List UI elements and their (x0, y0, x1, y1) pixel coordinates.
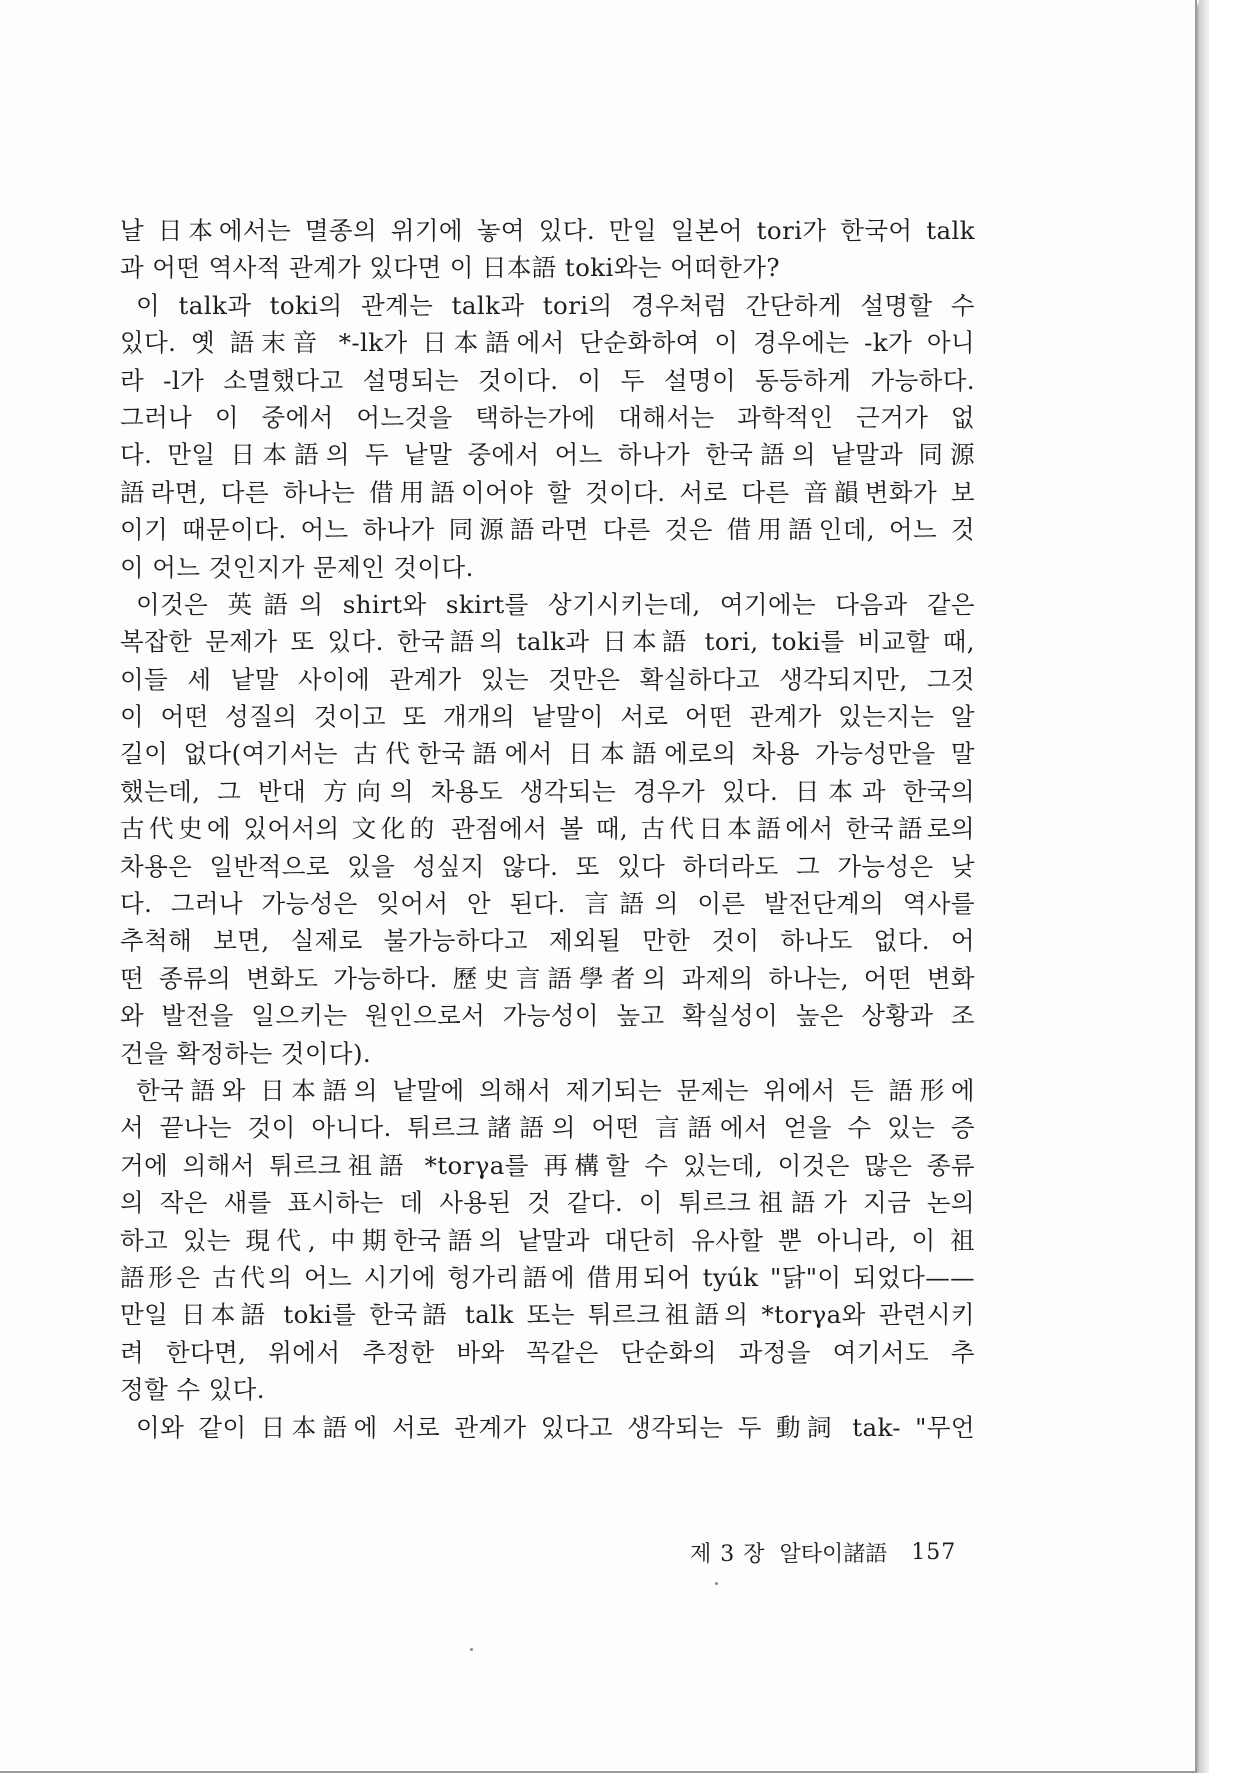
text-line: 와 발전을 일으키는 원인으로서 가능성이 높고 확실성이 높은 상황과 조 (120, 1001, 975, 1031)
text-line: 하고 있는 現代, 中期한국語의 낱말과 대단히 유사할 뿐 아니라, 이 祖 (120, 1225, 975, 1255)
text-line: 의 작은 새를 표시하는 데 사용된 것 같다. 이 튀르크祖語가 지금 논의 (120, 1188, 975, 1218)
text-line: 과 어떤 역사적 관계가 있다면 이 日本語 toki와는 어떠한가? (120, 253, 780, 283)
paragraph (120, 212, 975, 287)
text-line: 서 끝나는 것이 아니다. 튀르크諸語의 어떤 言語에서 얻을 수 있는 증 (120, 1113, 975, 1143)
scan-speck (470, 1648, 473, 1651)
text-line: 있다. 옛 語末音 *-lk가 日本語에서 단순화하여 이 경우에는 -k가 아니 (120, 328, 975, 358)
paragraph (120, 1072, 975, 1409)
text-line: 떤 종류의 변화도 가능하다. 歷史言語學者의 과제의 하나는, 어떤 변화 (120, 963, 975, 993)
text-line: 건을 확정하는 것이다). (120, 1038, 372, 1068)
text-line: 려 한다면, 위에서 추정한 바와 꼭같은 단순화의 과정을 여기서도 추 (120, 1337, 975, 1367)
text-line: 이 talk과 toki의 관계는 talk과 tori의 경우처럼 간단하게 설명할 수 (136, 290, 975, 320)
paragraph (120, 287, 975, 586)
text-line: 차용은 일반적으로 있을 성싶지 않다. 또 있다 하더라도 그 가능성은 낮 (120, 851, 975, 881)
body-text (120, 212, 975, 1446)
paragraph (120, 586, 975, 1072)
viewer-margin (1209, 0, 1245, 1773)
text-line: 한국語와 日本語의 낱말에 의해서 제기되는 문제는 위에서 든 語形에 (136, 1075, 975, 1105)
text-line: 만일 日本語 toki를 한국語 talk 또는 튀르크祖語의 *torγa와 관련시키 (120, 1300, 975, 1330)
text-line: 語形은 古代의 어느 시기에 헝가리語에 借用되어 tyúk "닭"이 되었다—— (120, 1262, 975, 1292)
scan-speck (715, 1582, 718, 1585)
chapter-title: 알타이諸語 (779, 1541, 888, 1567)
text-line: 이기 때문이다. 어느 하나가 同源語라면 다른 것은 借用語인데, 어느 것 (120, 515, 975, 545)
text-line: 정할 수 있다. (120, 1375, 265, 1405)
text-line: 다. 만일 日本語의 두 낱말 중에서 어느 하나가 한국語의 낱말과 同源 (120, 440, 975, 470)
text-line: 길이 없다(여기서는 古代한국語에서 日本語에로의 차용 가능성만을 말 (120, 739, 975, 769)
text-line: 語라면, 다른 하나는 借用語이어야 할 것이다. 서로 다른 音韻변화가 보 (120, 477, 975, 507)
page-footer (690, 1535, 980, 1569)
text-line: 이들 세 낱말 사이에 관계가 있는 것만은 확실하다고 생각되지만, 그것 (120, 664, 975, 694)
paragraph (120, 1409, 975, 1446)
text-line: 이것은 英語의 shirt와 skirt를 상기시키는데, 여기에는 다음과 같은 (136, 589, 975, 619)
text-line: 라 -l가 소멸했다고 설명되는 것이다. 이 두 설명이 동등하게 가능하다. (120, 365, 975, 395)
text-line: 거에 의해서 튀르크祖語 *torγa를 再構할 수 있는데, 이것은 많은 종류 (120, 1150, 975, 1180)
text-line: 이와 같이 日本語에 서로 관계가 있다고 생각되는 두 動詞 tak- "무언 (136, 1412, 975, 1442)
text-line: 이 어느 것인지가 문제인 것이다. (120, 552, 474, 582)
text-line: 추척해 보면, 실제로 불가능하다고 제외될 만한 것이 하나도 없다. 어 (120, 926, 975, 956)
text-line: 古代史에 있어서의 文化的 관점에서 볼 때, 古代日本語에서 한국語로의 (120, 814, 975, 844)
text-line: 날 日本에서는 멸종의 위기에 놓여 있다. 만일 일본어 tori가 한국어 talk (120, 216, 975, 245)
text-line: 복잡한 문제가 또 있다. 한국語의 talk과 日本語 tori, toki를 비교할 때, (120, 627, 975, 657)
text-line: 그러나 이 중에서 어느것을 택하는가에 대해서는 과학적인 근거가 없 (120, 402, 975, 432)
text-line: 이 어떤 성질의 것이고 또 개개의 낱말이 서로 어떤 관계가 있는지는 알 (120, 702, 975, 732)
page-number: 157 (911, 1539, 957, 1565)
chapter-label: 제 3 장 (690, 1541, 766, 1567)
text-line: 했는데, 그 반대 方向의 차용도 생각되는 경우가 있다. 日本과 한국의 (120, 776, 975, 806)
text-line: 다. 그러나 가능성은 잊어서 안 된다. 言語의 이른 발전단계의 역사를 (120, 889, 975, 919)
page-edge-shadow (1199, 0, 1209, 1773)
